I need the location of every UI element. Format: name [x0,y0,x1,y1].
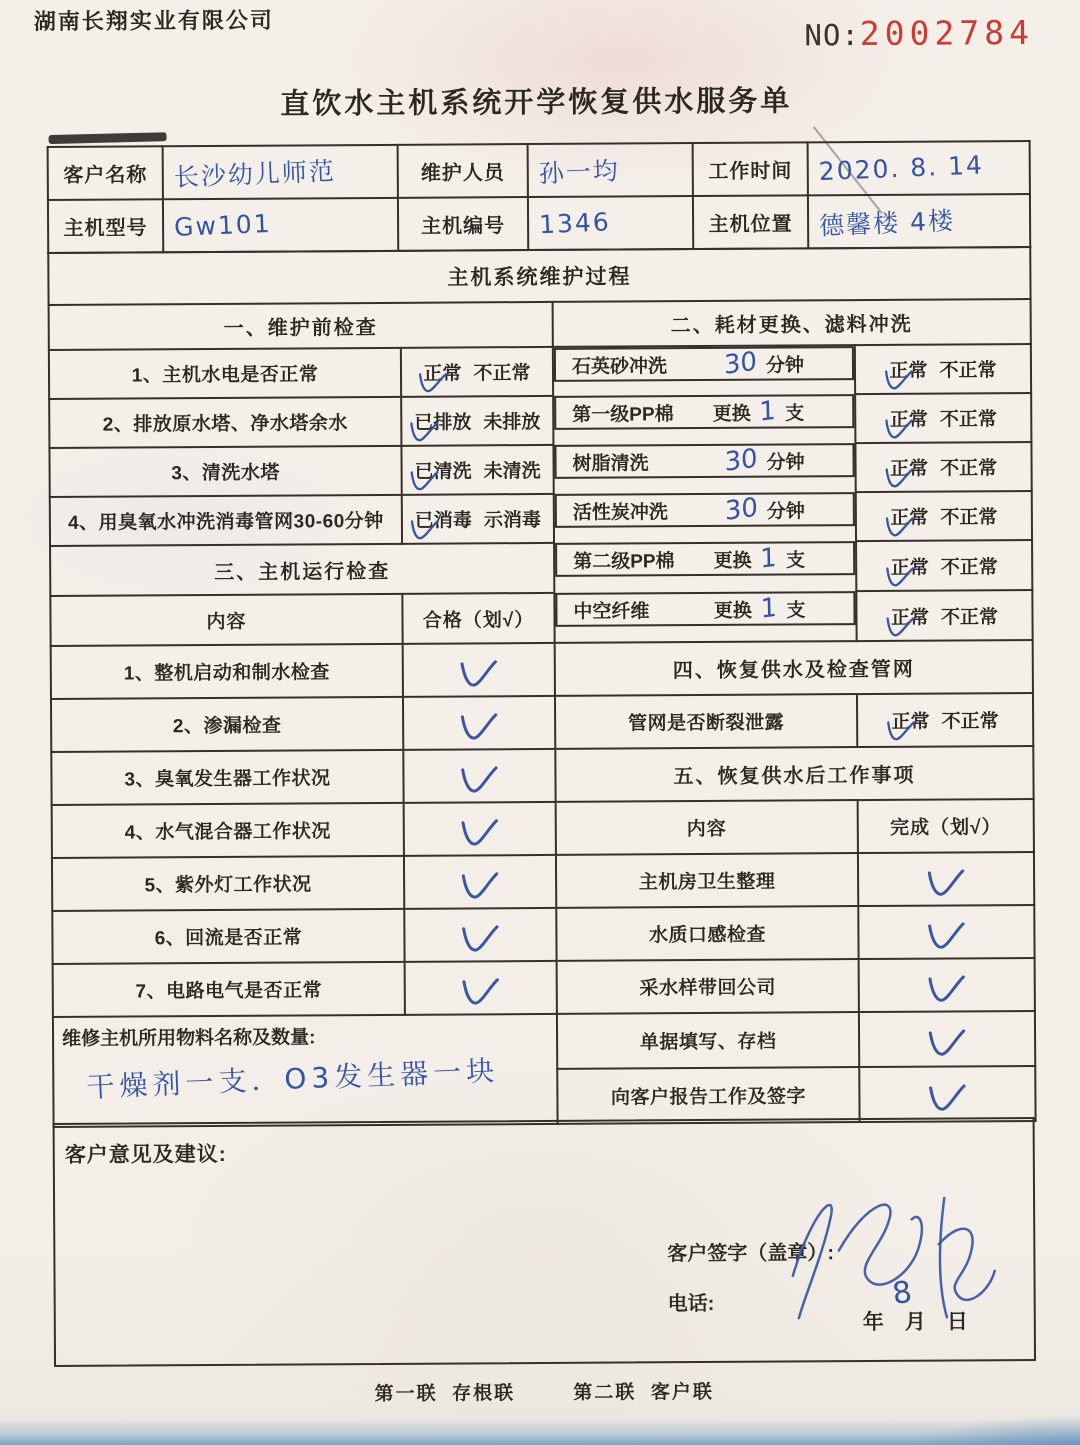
checkmark-icon [408,519,441,542]
info-label: 主机型号 [48,199,163,253]
item-label: 3、清洗水塔 [49,446,401,497]
check-result-cell [855,393,1031,443]
check-option: 正常 [891,552,929,579]
checkmark-icon [459,976,503,1008]
check-option: 不正常 [940,606,999,629]
handwritten-value: 1346 [538,207,612,240]
info-value [808,141,1030,195]
checkmark-icon [408,470,441,493]
info-label: 维护人员 [398,144,528,198]
info-value [528,143,693,197]
check-option: 未清洗 [483,460,541,483]
table-row [51,693,1033,752]
item-label: 7、电路电气是否正常 [53,962,405,1017]
item-label: 第二级PP棉 [573,550,675,573]
check-result-cell [401,347,553,397]
checkmark-icon [883,516,916,539]
item-label: 向客户报告工作及签字 [557,1067,859,1124]
item-label: 单据填写、存档 [557,1012,859,1069]
checkmark-icon [882,369,915,392]
handwritten-value: 1 [760,592,778,625]
handwritten-materials: 干燥剂一支．O3发生器一块 [85,1054,500,1104]
tick-cell [859,1011,1035,1067]
tick-cell [404,908,556,962]
check-result-cell [855,344,1031,394]
item-label: 主机房卫生整理 [556,853,858,908]
handwritten-value: 长沙幼儿师范 [173,155,337,192]
handwritten-month: 8 [890,1274,915,1312]
check-result-cell [856,491,1032,541]
handwritten-value: 2020. 8. 14 [818,150,985,187]
tick-cell [405,961,557,1015]
check-option: 正常 [423,358,461,385]
tick-cell [404,855,556,909]
check-result-cell [856,590,1032,641]
handwritten-value: 30 [724,492,759,527]
check-result-cell [402,494,554,544]
check-option: 正常 [889,356,927,383]
check-option: 不正常 [940,458,998,480]
check-result-cell [855,442,1031,492]
check-option: 正常 [890,503,928,530]
item-label: 1、整机启动和制水检查 [51,644,403,699]
info-value [163,198,398,252]
handwritten-value: 1 [760,542,778,575]
handwritten-value: 1 [759,395,777,428]
replace-label: 更换 [713,550,752,572]
item-label: 2、渗漏检查 [51,697,403,752]
section-header: 三、主机运行检查 [50,543,554,596]
checkmark-icon [925,1027,969,1059]
item-label: 3、臭氧发生器工作状况 [51,750,403,805]
unit-label: 支 [785,402,805,424]
tick-cell [859,958,1035,1012]
item-label: 4、水气混合器工作状况 [52,803,404,858]
info-label: 主机位置 [693,195,808,249]
check-option: 不正常 [940,556,998,579]
checkmark-icon [458,817,502,849]
checkmark-icon [458,764,502,796]
table-row [49,299,1031,350]
column-header: 内容 [556,800,858,855]
replace-label: 更换 [713,600,752,622]
check-result-cell [401,396,553,446]
table-row [48,194,1030,253]
handwritten-value: 孙一均 [538,155,621,188]
consumable-item [555,541,855,577]
column-header: 合格（划√） [402,593,554,644]
checkmark-icon [459,923,503,955]
table-row [49,344,1031,399]
checkmark-icon [924,867,968,899]
materials-cell [53,1014,558,1127]
item-label: 水质口感检查 [556,906,858,961]
tick-cell [403,643,555,697]
checkmark-icon [416,372,449,395]
check-option: 未排放 [483,411,541,434]
checkmark-icon [883,467,916,490]
table-row [53,1011,1035,1072]
item-label: 6、回流是否正常 [52,909,404,964]
ink-smudge [48,132,166,144]
check-option: 正常 [890,405,928,432]
table-row [53,958,1035,1017]
item-label: 管网是否断裂泄露 [555,694,857,749]
column-header: 完成（划√） [858,799,1034,853]
date-line [862,1274,968,1336]
table-row [49,393,1031,448]
checkmark-icon [885,720,918,743]
checkmark-icon [883,418,916,441]
checkmark-icon [884,615,917,638]
signature-label: 客户签字（盖章）: [667,1242,835,1266]
consumable-item [554,346,854,382]
tick-cell [859,1066,1035,1122]
feedback-label: 客户意见及建议: [64,1142,227,1167]
date-line-text: 年 月 日 [862,1310,968,1335]
checkmark-icon [457,711,501,743]
tick-cell [858,852,1034,906]
form-number [804,13,1034,53]
customer-feedback-box [53,1117,1036,1367]
check-option: 已消毒 [415,505,472,532]
check-option: 已排放 [414,407,471,434]
check-option: 不正常 [939,409,997,431]
checkmark-icon [925,920,969,952]
item-label: 1、主机水电是否正常 [49,348,401,399]
check-result-cell [401,445,553,495]
check-option: 正常 [891,602,929,629]
tick-cell [403,696,555,750]
tick-cell [858,905,1034,959]
check-result-cell [857,693,1033,747]
check-option: 正常 [892,707,930,734]
consumable-item [554,443,854,479]
item-label: 树脂清洗 [572,452,649,475]
tick-cell [404,802,556,856]
item-label: 石英砂冲洗 [571,355,668,378]
item-label: 5、紫外灯工作状况 [52,856,404,911]
info-label: 工作时间 [693,142,808,196]
scan-background-corner [780,1405,1080,1445]
info-label: 客户名称 [48,146,163,200]
process-title: 主机系统维护过程 [48,247,1030,305]
checkmark-icon [925,973,969,1005]
unit-label: 分钟 [766,500,805,523]
item-label: 4、用臭氧水冲洗消毒管网30-60分钟 [50,495,402,546]
info-label: 主机编号 [398,197,528,251]
item-label: 2、排放原水塔、净水塔余水 [49,397,401,448]
item-label: 第一级PP棉 [572,403,674,426]
handwritten-value: 30 [723,346,758,381]
item-label: 活性炭冲洗 [572,501,668,524]
unit-label: 支 [786,599,806,621]
form-title: 直饮水主机系统开学恢复供水服务单 [280,85,793,121]
check-option: 不正常 [940,507,998,529]
table-row [50,590,1032,646]
table-row [51,746,1033,805]
info-value [163,145,398,199]
section-two-header: 二、耗材更换、滤料冲洗 [553,299,1031,347]
item-label: 采水样带回公司 [557,959,859,1014]
table-row [52,852,1034,911]
checkmark-icon [926,1082,970,1114]
column-header: 内容 [50,594,402,646]
handwritten-value: 30 [724,443,758,478]
unit-label: 分钟 [765,354,805,377]
check-result-cell [856,540,1032,591]
check-option: 不正常 [939,360,997,382]
form-tables [47,140,1035,1128]
form-number-digits: 2002784 [859,12,1035,54]
table-row [51,640,1033,699]
maintenance-table [47,246,1036,1128]
table-row [48,141,1030,200]
copy-footer: 第一联 存根联 第二联 客户联 [374,1381,714,1406]
checkmark-icon [407,421,440,444]
section-header: 四、恢复供水及检查管网 [555,640,1033,696]
table-row [52,799,1034,858]
item-label: 中空纤维 [573,600,650,623]
materials-label: 维修主机所用物料名称及数量: [62,1027,316,1050]
table-row [48,247,1030,305]
consumable-item [554,394,854,430]
table-row [52,905,1034,964]
checkmark-icon [457,658,501,690]
checkmark-icon [884,565,917,588]
tick-cell [403,749,555,803]
check-option: 已清洗 [414,456,471,483]
unit-label: 分钟 [766,451,805,474]
form-number-label: NO: [804,18,860,53]
handwritten-value: Gw101 [173,208,273,242]
table-row [50,491,1032,546]
company-name: 湖南长翔实业有限公司 [33,7,274,35]
phone-label: 电话: [667,1292,715,1316]
consumable-item [555,492,855,528]
check-option: 不正常 [941,711,999,733]
section-one-header: 一、维护前检查 [49,302,553,350]
info-value [808,194,1030,248]
table-row [49,442,1031,497]
info-value [528,196,693,250]
consumable-item [555,591,855,627]
check-option: 示消毒 [483,509,541,532]
section-header: 五、恢复供水后工作事项 [555,746,1033,802]
replace-label: 更换 [712,403,751,425]
check-option: 不正常 [473,363,531,385]
check-option: 正常 [890,454,928,481]
checkmark-icon [458,870,502,902]
unit-label: 支 [786,549,806,571]
handwritten-value: 德馨楼 4楼 [818,205,956,241]
customer-info-table [47,140,1032,254]
table-row [50,540,1032,596]
